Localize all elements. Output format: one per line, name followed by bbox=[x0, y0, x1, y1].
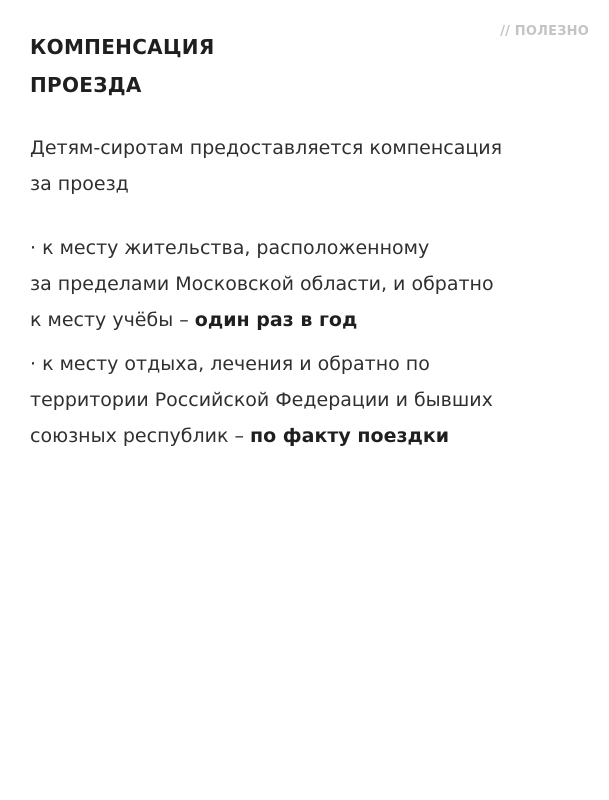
bullet-emphasis: один раз в год bbox=[194, 309, 358, 331]
content-body bbox=[30, 130, 585, 462]
section-tag: // ПОЛЕЗНО bbox=[500, 24, 589, 39]
bullet-emphasis: по факту поездки bbox=[250, 425, 450, 447]
bullet-line bbox=[30, 418, 585, 454]
bullet-text: союзных республик – bbox=[30, 425, 251, 447]
bullet-line: · к месту жительства, расположенному bbox=[30, 237, 430, 259]
intro-line-2: за проезд bbox=[30, 173, 129, 195]
intro-paragraph bbox=[30, 130, 585, 202]
bullet-line: · к месту отдыха, лечения и обратно по bbox=[30, 353, 430, 375]
bullet-line: за пределами Московской области, и обратно bbox=[30, 273, 494, 295]
bullet-line bbox=[30, 302, 585, 338]
title-line-2: ПРОЕЗДА bbox=[30, 73, 142, 97]
intro-line-1: Детям-сиротам предоставляется компенсация bbox=[30, 137, 503, 159]
bullet-item-residence bbox=[30, 230, 585, 338]
bullet-text: к месту учёбы – bbox=[30, 309, 195, 331]
page-title bbox=[30, 28, 215, 104]
bullet-item-rest bbox=[30, 346, 585, 454]
title-line-1: КОМПЕНСАЦИЯ bbox=[30, 35, 215, 59]
bullet-line: территории Российской Федерации и бывших bbox=[30, 389, 493, 411]
